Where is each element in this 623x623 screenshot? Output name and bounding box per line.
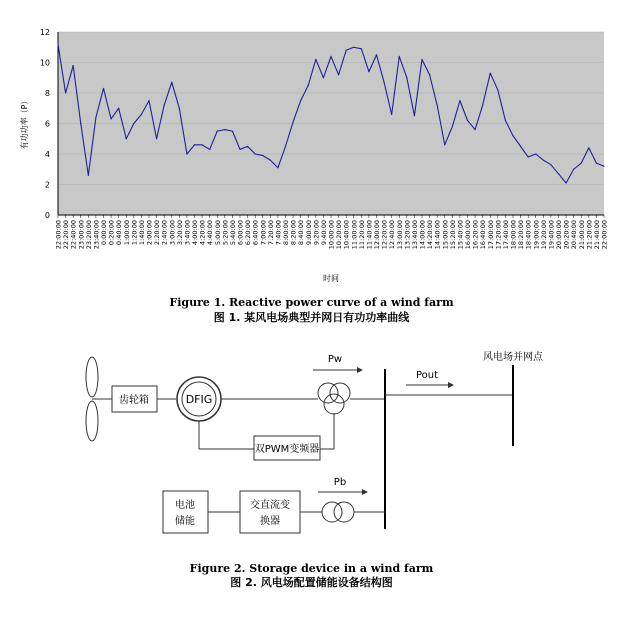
data-point bbox=[550, 164, 551, 165]
x-tick-label: 6:00:00 bbox=[236, 220, 245, 246]
x-tick-label: 20:40:00 bbox=[570, 220, 579, 250]
data-point bbox=[452, 126, 453, 127]
data-point bbox=[239, 149, 240, 150]
data-point bbox=[376, 54, 377, 55]
x-tick-label: 15:40:00 bbox=[456, 220, 465, 250]
data-point bbox=[141, 114, 142, 115]
data-point bbox=[224, 129, 225, 130]
x-tick-label: 1:40:00 bbox=[137, 220, 146, 246]
y-axis-label: 有功功率（P） bbox=[20, 96, 29, 150]
data-point bbox=[270, 160, 271, 161]
y-tick-label: 8 bbox=[44, 89, 50, 98]
data-point bbox=[520, 146, 521, 147]
data-point bbox=[110, 118, 111, 119]
x-tick-label: 13:40:00 bbox=[410, 220, 419, 250]
x-tick-label: 8:00:00 bbox=[282, 220, 290, 246]
data-point bbox=[535, 153, 536, 154]
data-point bbox=[148, 100, 149, 101]
data-point bbox=[437, 105, 438, 106]
x-tick-label: 18:00:00 bbox=[509, 220, 518, 250]
x-tick-label: 3:00:00 bbox=[168, 220, 177, 246]
pw-arrowhead bbox=[357, 367, 363, 373]
pb-label: Pb bbox=[333, 477, 347, 488]
x-tick-label: 13:20:00 bbox=[403, 220, 412, 250]
x-tick-label: 16:20:00 bbox=[471, 220, 480, 250]
data-point bbox=[482, 105, 483, 106]
x-tick-label: 23:00:00 bbox=[77, 220, 86, 250]
data-point bbox=[315, 59, 316, 60]
x-tick-label: 11:40:00 bbox=[365, 220, 374, 250]
x-tick-label: 14:40:00 bbox=[433, 220, 442, 250]
x-tick-label: 21:20:00 bbox=[585, 220, 594, 250]
y-tick-label: 0 bbox=[44, 211, 50, 220]
data-point bbox=[474, 129, 475, 130]
data-point bbox=[133, 123, 134, 124]
data-point bbox=[406, 77, 407, 78]
data-point bbox=[368, 71, 369, 72]
data-point bbox=[346, 50, 347, 51]
data-point bbox=[209, 149, 210, 150]
x-tick-label: 7:20:00 bbox=[266, 220, 275, 246]
data-point bbox=[247, 146, 248, 147]
x-tick-label: 15:00:00 bbox=[441, 220, 450, 250]
x-tick-label: 11:00:00 bbox=[350, 220, 359, 250]
data-point bbox=[512, 135, 513, 136]
x-tick-label: 4:20:00 bbox=[198, 220, 207, 246]
x-tick-label: 10:00:00 bbox=[327, 220, 336, 250]
data-point bbox=[391, 114, 392, 115]
data-point bbox=[596, 163, 597, 164]
data-point bbox=[285, 146, 286, 147]
data-point bbox=[323, 77, 324, 78]
data-point bbox=[528, 156, 529, 157]
figure1-caption-zh: 图 1. 某风电场典型并网日有功功率曲线 bbox=[213, 311, 410, 324]
x-tick-label: 17:40:00 bbox=[501, 220, 510, 250]
x-tick-label: 22:00:00 bbox=[600, 220, 609, 250]
data-point bbox=[262, 155, 263, 156]
y-tick-label: 6 bbox=[44, 119, 50, 129]
data-point bbox=[565, 182, 566, 183]
y-tick-label: 4 bbox=[44, 150, 50, 159]
data-point bbox=[308, 85, 309, 86]
x-tick-label: 4:00:00 bbox=[191, 220, 199, 246]
x-tick-label: 3:40:00 bbox=[183, 220, 192, 246]
data-point bbox=[65, 92, 66, 93]
data-point bbox=[277, 167, 278, 168]
battery-label-1: 电池 bbox=[175, 500, 195, 511]
x-tick-label: 1:20:00 bbox=[130, 220, 139, 246]
data-point bbox=[497, 89, 498, 90]
data-point bbox=[383, 82, 384, 83]
data-point bbox=[459, 100, 460, 101]
data-point bbox=[353, 47, 354, 48]
data-point bbox=[330, 56, 331, 57]
converter-label: 双PWM变频器 bbox=[254, 444, 320, 455]
data-point bbox=[95, 117, 96, 118]
x-tick-label: 21:00:00 bbox=[577, 220, 586, 250]
y-tick-label: 10 bbox=[39, 58, 50, 68]
grid-point-label: 风电场并网点 bbox=[483, 352, 543, 363]
data-point bbox=[543, 160, 544, 161]
pb-arrowhead bbox=[362, 489, 368, 495]
x-tick-label: 0:20:00 bbox=[107, 220, 116, 246]
data-point bbox=[429, 74, 430, 75]
pout-label: Pout bbox=[415, 370, 439, 381]
data-point bbox=[603, 166, 604, 167]
data-point bbox=[505, 120, 506, 121]
pw-label: Pw bbox=[327, 354, 343, 365]
x-tick-label: 7:40:00 bbox=[274, 220, 283, 246]
reactive-power-chart bbox=[0, 0, 623, 292]
y-tick-label: 2 bbox=[44, 180, 50, 190]
x-tick-label: 5:40:00 bbox=[228, 220, 237, 246]
x-tick-labels bbox=[55, 215, 609, 249]
x-tick-label: 12:40:00 bbox=[388, 220, 397, 250]
transformer-w-icon bbox=[318, 383, 350, 414]
data-point bbox=[57, 44, 58, 45]
x-tick-label: 2:40:00 bbox=[160, 220, 169, 246]
data-point bbox=[73, 65, 74, 66]
x-tick-label: 6:40:00 bbox=[251, 220, 260, 246]
x-tick-label: 1:00:00 bbox=[122, 220, 131, 246]
data-point bbox=[118, 108, 119, 109]
acdc-label-1: 交直流变 bbox=[250, 500, 290, 511]
x-tick-label: 16:40:00 bbox=[479, 220, 488, 250]
x-tick-label: 9:00:00 bbox=[304, 220, 313, 246]
data-point bbox=[399, 56, 400, 57]
x-tick-label: 15:20:00 bbox=[448, 220, 457, 250]
figure1-caption-en: Figure 1. Reactive power curve of a wind farm bbox=[169, 296, 454, 309]
data-point bbox=[338, 74, 339, 75]
x-tick-label: 19:40:00 bbox=[547, 220, 556, 250]
x-tick-label: 2:00:00 bbox=[145, 220, 154, 246]
data-point bbox=[581, 163, 582, 164]
x-tick-label: 14:00:00 bbox=[418, 220, 427, 250]
data-point bbox=[171, 82, 172, 83]
x-tick-label: 23:40:00 bbox=[92, 220, 101, 250]
x-tick-label: 20:20:00 bbox=[562, 220, 571, 250]
x-tick-label: 3:20:00 bbox=[175, 220, 184, 246]
x-tick-label: 5:00:00 bbox=[213, 220, 222, 246]
x-tick-label: 9:20:00 bbox=[312, 220, 321, 246]
x-axis-label: 时间 bbox=[323, 274, 339, 283]
x-tick-label: 19:00:00 bbox=[532, 220, 541, 250]
x-tick-label: 22:40:00 bbox=[69, 220, 78, 250]
data-point bbox=[361, 48, 362, 49]
x-tick-label: 4:40:00 bbox=[206, 220, 215, 246]
data-point bbox=[126, 138, 127, 139]
x-tick-label: 22:20:00 bbox=[62, 220, 71, 250]
data-point bbox=[186, 153, 187, 154]
x-tick-label: 16:00:00 bbox=[464, 220, 472, 250]
x-tick-label: 17:20:00 bbox=[494, 220, 503, 250]
x-tick-label: 10:20:00 bbox=[335, 220, 344, 250]
x-tick-label: 21:40:00 bbox=[592, 220, 601, 250]
dfig-label: DFIG bbox=[185, 393, 213, 406]
battery-label-2: 储能 bbox=[175, 516, 195, 527]
x-tick-label: 12:00:00 bbox=[373, 220, 381, 250]
storage-diagram bbox=[0, 335, 623, 565]
y-tick-label: 12 bbox=[39, 28, 50, 37]
x-tick-label: 2:20:00 bbox=[153, 220, 162, 246]
x-tick-label: 23:20:00 bbox=[84, 220, 93, 250]
data-point bbox=[292, 121, 293, 122]
x-tick-label: 9:40:00 bbox=[319, 220, 328, 246]
data-point bbox=[558, 173, 559, 174]
figure2-caption-zh: 图 2. 风电场配置储能设备结构图 bbox=[230, 576, 393, 589]
x-tick-label: 8:20:00 bbox=[289, 220, 298, 246]
data-point bbox=[179, 108, 180, 109]
data-point bbox=[300, 100, 301, 101]
x-tick-label: 0:40:00 bbox=[115, 220, 124, 246]
x-tick-label: 19:20:00 bbox=[539, 220, 548, 250]
data-point bbox=[490, 73, 491, 74]
data-point bbox=[444, 144, 445, 145]
x-tick-label: 0:00:00 bbox=[100, 220, 108, 246]
x-tick-label: 7:00:00 bbox=[259, 220, 268, 246]
pout-arrowhead bbox=[448, 382, 454, 388]
y-tick-labels bbox=[40, 28, 50, 220]
data-point bbox=[80, 123, 81, 124]
data-point bbox=[467, 120, 468, 121]
x-tick-label: 18:20:00 bbox=[517, 220, 526, 250]
x-tick-label: 11:20:00 bbox=[357, 220, 366, 250]
x-tick-label: 13:00:00 bbox=[395, 220, 404, 250]
x-tick-label: 20:00:00 bbox=[555, 220, 563, 250]
figure2-caption-en: Figure 2. Storage device in a wind farm bbox=[189, 562, 434, 575]
x-tick-label: 6:20:00 bbox=[244, 220, 253, 246]
acdc-label-2: 换器 bbox=[260, 516, 280, 527]
data-point bbox=[88, 175, 89, 176]
x-tick-label: 18:40:00 bbox=[524, 220, 533, 250]
x-tick-label: 12:20:00 bbox=[380, 220, 389, 250]
data-point bbox=[201, 144, 202, 145]
transformer-b-icon bbox=[322, 502, 354, 522]
data-point bbox=[194, 144, 195, 145]
data-point bbox=[414, 115, 415, 116]
data-point bbox=[255, 153, 256, 154]
x-tick-label: 5:20:00 bbox=[221, 220, 230, 246]
x-tick-label: 17:00:00 bbox=[486, 220, 495, 250]
data-point bbox=[573, 169, 574, 170]
data-point bbox=[421, 59, 422, 60]
data-point bbox=[164, 105, 165, 106]
wind-turbine-icon bbox=[86, 357, 112, 441]
x-tick-label: 8:40:00 bbox=[297, 220, 306, 246]
data-point bbox=[103, 88, 104, 89]
data-point bbox=[588, 147, 589, 148]
data-point bbox=[232, 131, 233, 132]
gearbox-label: 齿轮箱 bbox=[119, 395, 149, 406]
data-point bbox=[156, 138, 157, 139]
x-tick-label: 22:00:00 bbox=[54, 220, 63, 250]
x-tick-label: 14:20:00 bbox=[426, 220, 435, 250]
data-point bbox=[217, 131, 218, 132]
x-tick-label: 10:40:00 bbox=[342, 220, 351, 250]
